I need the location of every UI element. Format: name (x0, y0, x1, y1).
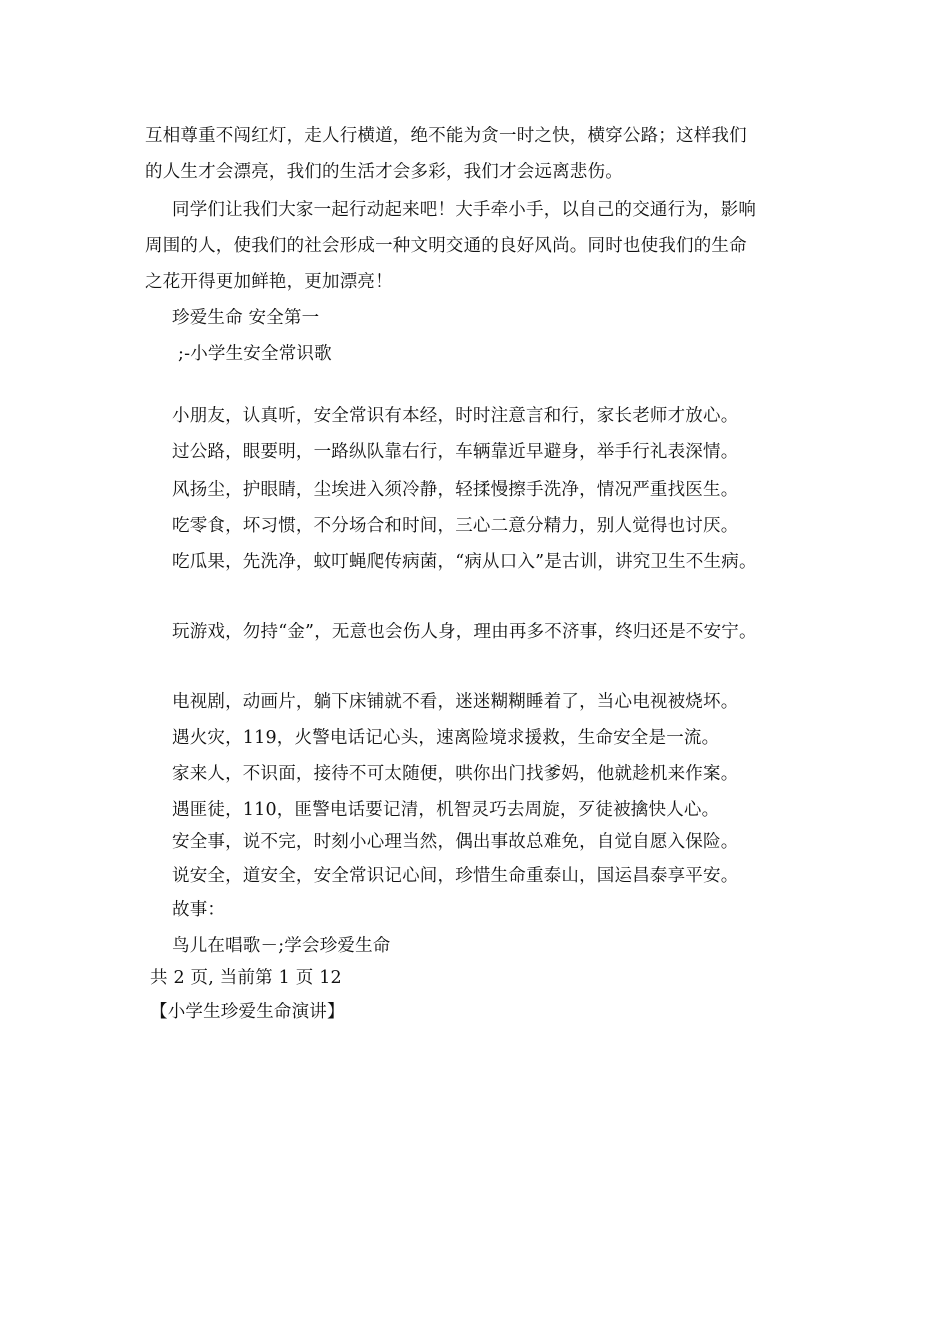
paragraph2-line2: 周围的人，使我们的社会形成一种文明交通的良好风尚。同时也使我们的生命 (145, 236, 747, 256)
paragraph2-line3: 之花开得更加鲜艳，更加漂亮！ (145, 272, 393, 292)
song-verse-7: 电视剧，动画片，躺下床铺就不看，迷迷糊糊睡着了，当心电视被烧坏。 (172, 692, 739, 712)
section-heading: 珍爱生命 安全第一 (172, 308, 320, 328)
song-verse-4: 吃零食，坏习惯，不分场合和时间，三心二意分精力，别人觉得也讨厌。 (172, 516, 739, 536)
paragraph1-line2: 的人生才会漂亮，我们的生活才会多彩，我们才会远离悲伤。 (145, 162, 623, 182)
song-verse-1: 小朋友，认真听，安全常识有本经，时时注意言和行，家长老师才放心。 (172, 406, 739, 426)
song-verse-6: 玩游戏，勿持“金”，无意也会伤人身，理由再多不济事，终归还是不安宁。 (172, 622, 757, 642)
paragraph1-line1: 互相尊重不闯红灯，走人行横道，绝不能为贪一时之快，横穿公路；这样我们 (145, 126, 747, 146)
section-subheading: ;-小学生安全常识歌 (178, 344, 332, 364)
footer-title: 【小学生珍爱生命演讲】 (150, 1002, 345, 1022)
song-verse-9: 家来人，不识面，接待不可太随便，哄你出门找爹妈，他就趁机来作案。 (172, 764, 739, 784)
story-title: 鸟儿在唱歌－;学会珍爱生命 (172, 936, 391, 956)
song-verse-8: 遇火灾，119，火警电话记心头，速离险境求援救，生命安全是一流。 (172, 728, 720, 748)
song-verse-11: 安全事，说不完，时刻小心理当然，偶出事故总难免，自觉自愿入保险。 (172, 832, 739, 852)
story-label: 故事： (172, 900, 226, 920)
paragraph2-line1: 同学们让我们大家一起行动起来吧！大手牵小手，以自己的交通行为，影响 (172, 200, 757, 220)
song-verse-5: 吃瓜果，先洗净，蚊叮蝇爬传病菌，“病从口入”是古训，讲究卫生不生病。 (172, 552, 757, 572)
song-verse-3: 风扬尘，护眼睛，尘埃进入须冷静，轻揉慢擦手洗净，情况严重找医生。 (172, 480, 739, 500)
song-verse-10: 遇匪徒，110，匪警电话要记清，机智灵巧去周旋，歹徒被擒快人心。 (172, 800, 720, 820)
song-verse-2: 过公路，眼要明，一路纵队靠右行，车辆靠近早避身，举手行礼表深情。 (172, 442, 739, 462)
pagination-info: 共 2 页, 当前第 1 页 12 (150, 968, 342, 988)
song-verse-12: 说安全，道安全，安全常识记心间，珍惜生命重泰山，国运昌泰享平安。 (172, 866, 739, 886)
